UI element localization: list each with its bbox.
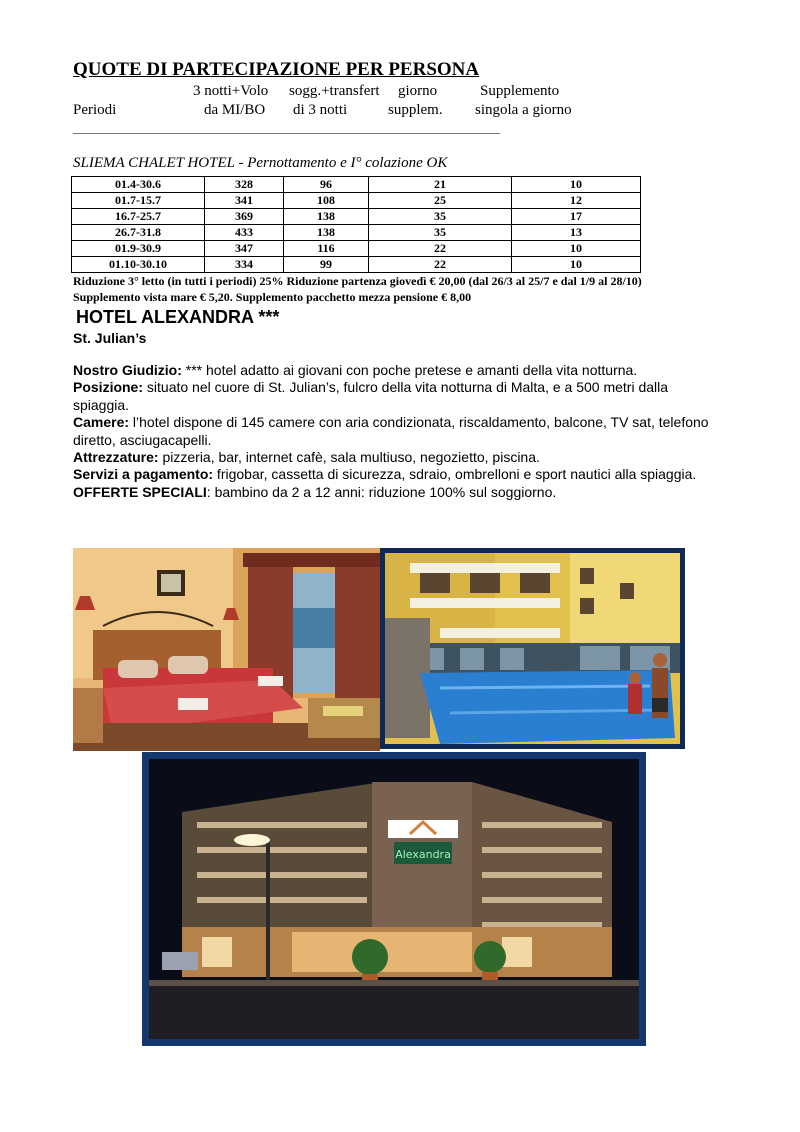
single-supplement-cell: 17 xyxy=(512,209,641,225)
daily-supplement-cell: 22 xyxy=(369,257,512,273)
table-row xyxy=(72,257,641,273)
header-singola: singola a giorno xyxy=(475,102,572,118)
single-supplement-cell: 10 xyxy=(512,257,641,273)
period-cell: 26.7-31.8 xyxy=(72,225,205,241)
reduction-note: Riduzione 3° letto (in tutti i periodi) 25% Riduzione partenza giovedì € 20,00 (dal 26/3 al 25/7 e dal 1/9 al 28/10) xyxy=(73,274,642,288)
single-supplement-cell: 10 xyxy=(512,241,641,257)
posizione-paragraph xyxy=(73,379,713,414)
giudizio-label: Nostro Giudizio: xyxy=(73,362,182,378)
header-supplemento: Supplemento xyxy=(480,83,560,99)
servizi-text: frigobar, cassetta di sicurezza, sdraio, ombrelloni e sport nautici alla spiaggia. xyxy=(213,466,697,483)
period-cell: 01.4-30.6 xyxy=(72,177,205,193)
single-supplement-cell: 12 xyxy=(512,193,641,209)
supplement-note: Supplemento vista mare € 5,20. Supplemento pacchetto mezza pensione € 8,00 xyxy=(73,290,472,304)
hotel-sign-text: Alexandra xyxy=(395,848,451,861)
period-cell: 01.10-30.10 xyxy=(72,257,205,273)
posizione-text: situato nel cuore di St. Julian’s, fulcro della vita notturna di Malta, e a 500 metri dalla spiaggia. xyxy=(73,379,669,413)
daily-supplement-cell: 21 xyxy=(369,177,512,193)
price-cell: 341 xyxy=(205,193,284,209)
pool-courtyard-photo xyxy=(380,548,685,749)
extra-night-cell: 138 xyxy=(284,225,369,241)
camere-paragraph xyxy=(73,414,713,449)
hotel2-location: St. Julian’s xyxy=(73,330,147,346)
posizione-label: Posizione: xyxy=(73,379,144,396)
extra-night-cell: 116 xyxy=(284,241,369,257)
extra-night-cell: 99 xyxy=(284,257,369,273)
price-cell: 347 xyxy=(205,241,284,257)
hotel-description xyxy=(73,362,713,501)
extra-night-cell: 108 xyxy=(284,193,369,209)
table-row xyxy=(72,193,641,209)
header-periodi: Periodi xyxy=(73,102,117,118)
single-supplement-cell: 13 xyxy=(512,225,641,241)
table-row xyxy=(72,241,641,257)
price-cell: 369 xyxy=(205,209,284,225)
offerte-paragraph xyxy=(73,484,713,501)
servizi-label: Servizi a pagamento: xyxy=(73,466,214,483)
hotel1-title: SLIEMA CHALET HOTEL - Pernottamento e I° colazione OK xyxy=(73,155,448,171)
header-da-mibo: da MI/BO xyxy=(204,102,266,118)
extra-night-cell: 96 xyxy=(284,177,369,193)
attrezzature-label: Attrezzature: xyxy=(73,449,159,466)
page-title: QUOTE DI PARTECIPAZIONE PER PERSONA xyxy=(73,59,480,80)
giudizio-paragraph xyxy=(73,362,713,379)
period-cell: 16.7-25.7 xyxy=(72,209,205,225)
header-volo: 3 notti+Volo xyxy=(193,83,269,99)
header-sogg: sogg.+transfert xyxy=(289,83,380,99)
table-row xyxy=(72,209,641,225)
header-supplem: supplem. xyxy=(388,102,443,118)
price-cell: 334 xyxy=(205,257,284,273)
price-cell: 433 xyxy=(205,225,284,241)
header-3-notti: di 3 notti xyxy=(293,102,348,118)
single-supplement-cell: 10 xyxy=(512,177,641,193)
camere-label: Camere: xyxy=(73,414,130,431)
extra-night-cell: 138 xyxy=(284,209,369,225)
period-cell: 01.9-30.9 xyxy=(72,241,205,257)
daily-supplement-cell: 22 xyxy=(369,241,512,257)
header-giorno: giorno xyxy=(398,83,438,99)
price-cell: 328 xyxy=(205,177,284,193)
table-row xyxy=(72,225,641,241)
offerte-text: : bambino da 2 a 12 anni: riduzione 100% sul soggiorno. xyxy=(206,483,557,500)
table-row xyxy=(72,177,641,193)
servizi-paragraph xyxy=(73,466,713,483)
hotel2-title: HOTEL ALEXANDRA *** xyxy=(76,307,280,327)
header-divider xyxy=(73,133,500,134)
giudizio-text: *** hotel adatto ai giovani con poche pretese e amanti della vita notturna. xyxy=(181,362,638,378)
daily-supplement-cell: 35 xyxy=(369,209,512,225)
offerte-label: OFFERTE SPECIALI xyxy=(73,483,207,500)
attrezzature-paragraph xyxy=(73,449,713,466)
daily-supplement-cell: 25 xyxy=(369,193,512,209)
period-cell: 01.7-15.7 xyxy=(72,193,205,209)
hotel-room-photo xyxy=(73,548,380,751)
camere-text: l’hotel dispone di 145 camere con aria condizionata, riscaldamento, balcone, TV sat, telefono diretto, asciugacapelli. xyxy=(73,414,709,448)
hotel-exterior-night-photo xyxy=(142,752,646,1046)
price-table xyxy=(71,176,641,273)
daily-supplement-cell: 35 xyxy=(369,225,512,241)
attrezzature-text: pizzeria, bar, internet cafè, sala multiuso, negozietto, piscina. xyxy=(158,449,540,466)
